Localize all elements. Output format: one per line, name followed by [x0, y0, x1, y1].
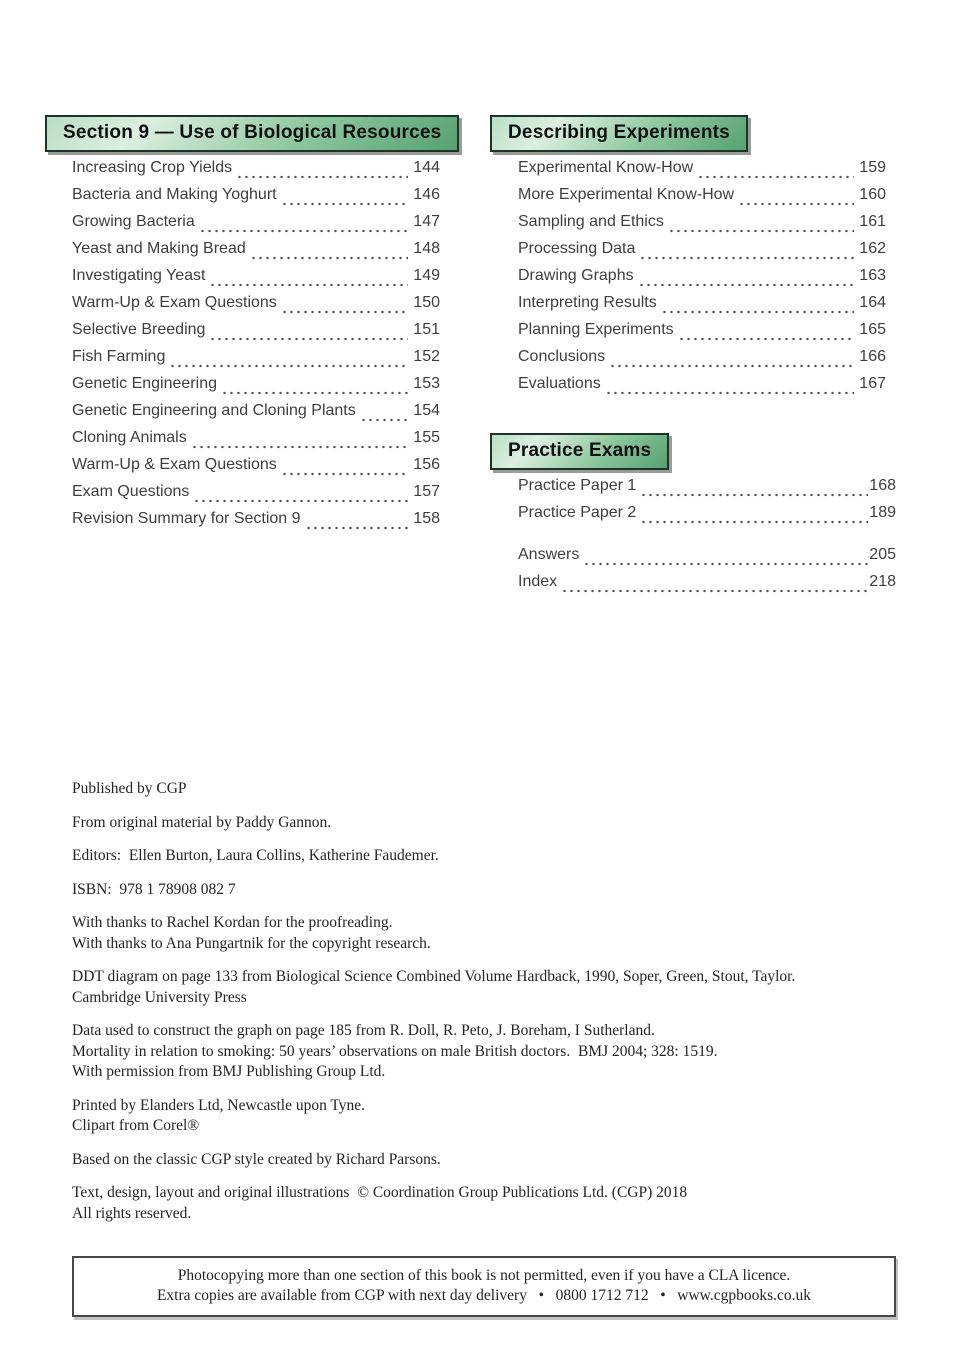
dotted-leader: [697, 174, 854, 179]
colophon-paragraph: [72, 846, 912, 867]
practice-exams-toc-list: [518, 477, 896, 531]
dotted-leader: [661, 309, 855, 314]
dotted-leader: [639, 255, 854, 260]
section-9-header-title: Section 9 — Use of Biological Resources: [63, 122, 442, 143]
dotted-leader: [221, 390, 408, 395]
describing-experiments-toc-list: [518, 159, 886, 402]
toc-entry-label: Experimental Know-How: [518, 159, 694, 176]
toc-page-number: 156: [413, 456, 440, 473]
toc-entry-label: Sampling and Ethics: [518, 213, 664, 230]
toc-page-number: 147: [413, 213, 440, 230]
dotted-leader: [169, 363, 408, 368]
toc-page-number: 162: [859, 240, 886, 257]
toc-page-number: 152: [413, 348, 440, 365]
colophon-line: Based on the classic CGP style created by Richard Parsons.: [72, 1150, 441, 1168]
toc-row: [518, 186, 886, 213]
toc-row: [518, 321, 886, 348]
toc-row: [518, 159, 886, 186]
toc-row: [72, 267, 440, 294]
toc-page-number: 167: [859, 375, 886, 392]
describing-experiments-header-box: [490, 115, 748, 152]
dotted-leader: [738, 201, 854, 206]
toc-page-number: 166: [859, 348, 886, 365]
colophon-line: Printed by Elanders Ltd, Newcastle upon Tyne.: [72, 1096, 366, 1114]
colophon-line: Published by CGP: [72, 780, 187, 797]
toc-entry-label: Increasing Crop Yields: [72, 159, 233, 176]
extra-copies-line: Extra copies are available from CGP with next day delivery • 0800 1712 712 • www.cgpbooks.co.uk: [156, 1287, 812, 1304]
toc-row: [72, 240, 440, 267]
colophon-line: Data used to construct the graph on page 185 from R. Doll, R. Peto, J. Boreham, I Sutherland.: [72, 1022, 655, 1039]
toc-page-number: 158: [413, 510, 440, 527]
colophon-line: Mortality in relation to smoking: 50 years’ observations on male British doctors. BMJ 2004; 328: 1519.: [72, 1042, 718, 1060]
toc-entry-label: Cloning Animals: [72, 429, 187, 446]
toc-entry-label: Interpreting Results: [518, 294, 657, 311]
toc-page-number: 161: [859, 213, 886, 230]
toc-entry-label: Evaluations: [518, 375, 601, 392]
colophon-line: With permission from BMJ Publishing Group Ltd.: [72, 1063, 386, 1080]
toc-entry-label: Revision Summary for Section 9: [72, 510, 301, 527]
toc-entry-label: Bacteria and Making Yoghurt: [72, 186, 277, 203]
toc-row: [72, 402, 440, 429]
practice-exams-header-box: [490, 433, 669, 470]
dotted-leader: [281, 201, 409, 206]
toc-entry-label: Genetic Engineering and Cloning Plants: [72, 402, 356, 419]
toc-page-number: 160: [859, 186, 886, 203]
section-9-toc-list: [72, 159, 440, 537]
toc-page-number: 205: [869, 546, 896, 563]
colophon-line: Cambridge University Press: [72, 988, 247, 1006]
colophon-paragraph: [72, 913, 912, 954]
toc-row: [518, 213, 886, 240]
toc-entry-label: Selective Breeding: [72, 321, 206, 338]
toc-entry-label: Warm-Up & Exam Questions: [72, 294, 277, 311]
toc-row: [72, 186, 440, 213]
dotted-leader: [668, 228, 854, 233]
colophon-paragraph: [72, 1183, 912, 1224]
dotted-leader: [640, 492, 868, 497]
toc-entry-label: Processing Data: [518, 240, 636, 257]
dotted-leader: [305, 525, 409, 530]
toc-row: [72, 375, 440, 402]
colophon-line: ISBN: 978 1 78908 082 7: [72, 880, 236, 898]
toc-row: [72, 483, 440, 510]
toc-row: [72, 456, 440, 483]
toc-page-number: 146: [413, 186, 440, 203]
toc-row: [518, 504, 896, 531]
dotted-leader: [561, 588, 868, 593]
dotted-leader: [678, 336, 855, 341]
colophon-line: With thanks to Ana Pungartnik for the copyright research.: [72, 934, 431, 952]
toc-entry-label: Index: [518, 573, 558, 590]
toc-entry-label: Practice Paper 2: [518, 504, 637, 521]
toc-page-number: 144: [413, 159, 440, 176]
toc-row: [518, 240, 886, 267]
toc-entry-label: Planning Experiments: [518, 321, 674, 338]
toc-row: [72, 348, 440, 375]
toc-page-number: 154: [413, 402, 440, 419]
backmatter-toc-list: [518, 546, 896, 600]
toc-page-number: 163: [859, 267, 886, 284]
photocopy-notice-line: Photocopying more than one section of this book is not permitted, even if you have a CLA licence.: [177, 1267, 791, 1284]
dotted-leader: [281, 309, 409, 314]
toc-page-number: 165: [859, 321, 886, 338]
toc-page-number: 151: [413, 321, 440, 338]
dotted-leader: [193, 498, 408, 503]
toc-entry-label: Practice Paper 1: [518, 477, 637, 494]
dotted-leader: [281, 471, 409, 476]
dotted-leader: [199, 228, 409, 233]
toc-row: [72, 321, 440, 348]
toc-row: [518, 573, 896, 600]
toc-page-number: 159: [859, 159, 886, 176]
colophon-line: With thanks to Rachel Kordan for the proofreading.: [72, 914, 393, 931]
describing-experiments-header-title: Describing Experiments: [508, 122, 730, 143]
toc-page-number: 164: [859, 294, 886, 311]
dotted-leader: [360, 417, 409, 422]
toc-page-number: 157: [413, 483, 440, 500]
practice-exams-header-title: Practice Exams: [508, 440, 652, 461]
dotted-leader: [209, 282, 408, 287]
photocopy-notice-box: [72, 1256, 896, 1317]
toc-row: [72, 429, 440, 456]
dotted-leader: [640, 519, 868, 524]
toc-entry-label: Conclusions: [518, 348, 606, 365]
dotted-leader: [209, 336, 408, 341]
toc-page-number: 153: [413, 375, 440, 392]
toc-row: [518, 546, 896, 573]
toc-row: [72, 294, 440, 321]
toc-entry-label: Drawing Graphs: [518, 267, 634, 284]
toc-row: [518, 294, 886, 321]
colophon-paragraph: [72, 1150, 912, 1171]
toc-entry-label: Fish Farming: [72, 348, 166, 365]
dotted-leader: [638, 282, 855, 287]
toc-entry-label: Answers: [518, 546, 580, 563]
toc-row: [72, 510, 440, 537]
colophon-line: Editors: Ellen Burton, Laura Collins, Katherine Faudemer.: [72, 847, 439, 864]
colophon-line: DDT diagram on page 133 from Biological Science Combined Volume Hardback, 1990, Soper, Green, Stout, Taylor.: [72, 968, 796, 985]
toc-page-number: 155: [413, 429, 440, 446]
toc-page-number: 150: [413, 294, 440, 311]
colophon-paragraph: [72, 1021, 912, 1083]
dotted-leader: [236, 174, 408, 179]
colophon-line: Clipart from Corel®: [72, 1117, 200, 1134]
toc-row: [518, 477, 896, 504]
toc-entry-label: Yeast and Making Bread: [72, 240, 246, 257]
toc-entry-label: Exam Questions: [72, 483, 190, 500]
toc-row: [518, 348, 886, 375]
toc-entry-label: Warm-Up & Exam Questions: [72, 456, 277, 473]
colophon-line: Text, design, layout and original illustrations © Coordination Group Publications Ltd. (CGP) 2018: [72, 1184, 688, 1201]
toc-page-number: 218: [869, 573, 896, 590]
dotted-leader: [250, 255, 409, 260]
toc-page-number: 189: [869, 504, 896, 521]
toc-page-number: 149: [413, 267, 440, 284]
colophon-paragraph: [72, 779, 912, 800]
toc-row: [72, 213, 440, 240]
colophon-paragraph: [72, 813, 912, 834]
dotted-leader: [605, 390, 855, 395]
toc-entry-label: More Experimental Know-How: [518, 186, 735, 203]
colophon-line: All rights reserved.: [72, 1204, 192, 1222]
toc-row: [518, 267, 886, 294]
publisher-colophon: [72, 779, 912, 1237]
dotted-leader: [191, 444, 409, 449]
colophon-paragraph: [72, 880, 912, 901]
toc-page-number: 148: [413, 240, 440, 257]
section-9-header-box: [45, 115, 459, 152]
colophon-paragraph: [72, 1096, 912, 1137]
colophon-line: From original material by Paddy Gannon.: [72, 813, 332, 831]
colophon-paragraph: [72, 967, 912, 1008]
toc-row: [72, 159, 440, 186]
toc-row: [518, 375, 886, 402]
toc-entry-label: Genetic Engineering: [72, 375, 217, 392]
toc-page-number: 168: [869, 477, 896, 494]
dotted-leader: [609, 363, 854, 368]
toc-entry-label: Growing Bacteria: [72, 213, 195, 230]
toc-entry-label: Investigating Yeast: [72, 267, 206, 284]
dotted-leader: [583, 561, 868, 566]
